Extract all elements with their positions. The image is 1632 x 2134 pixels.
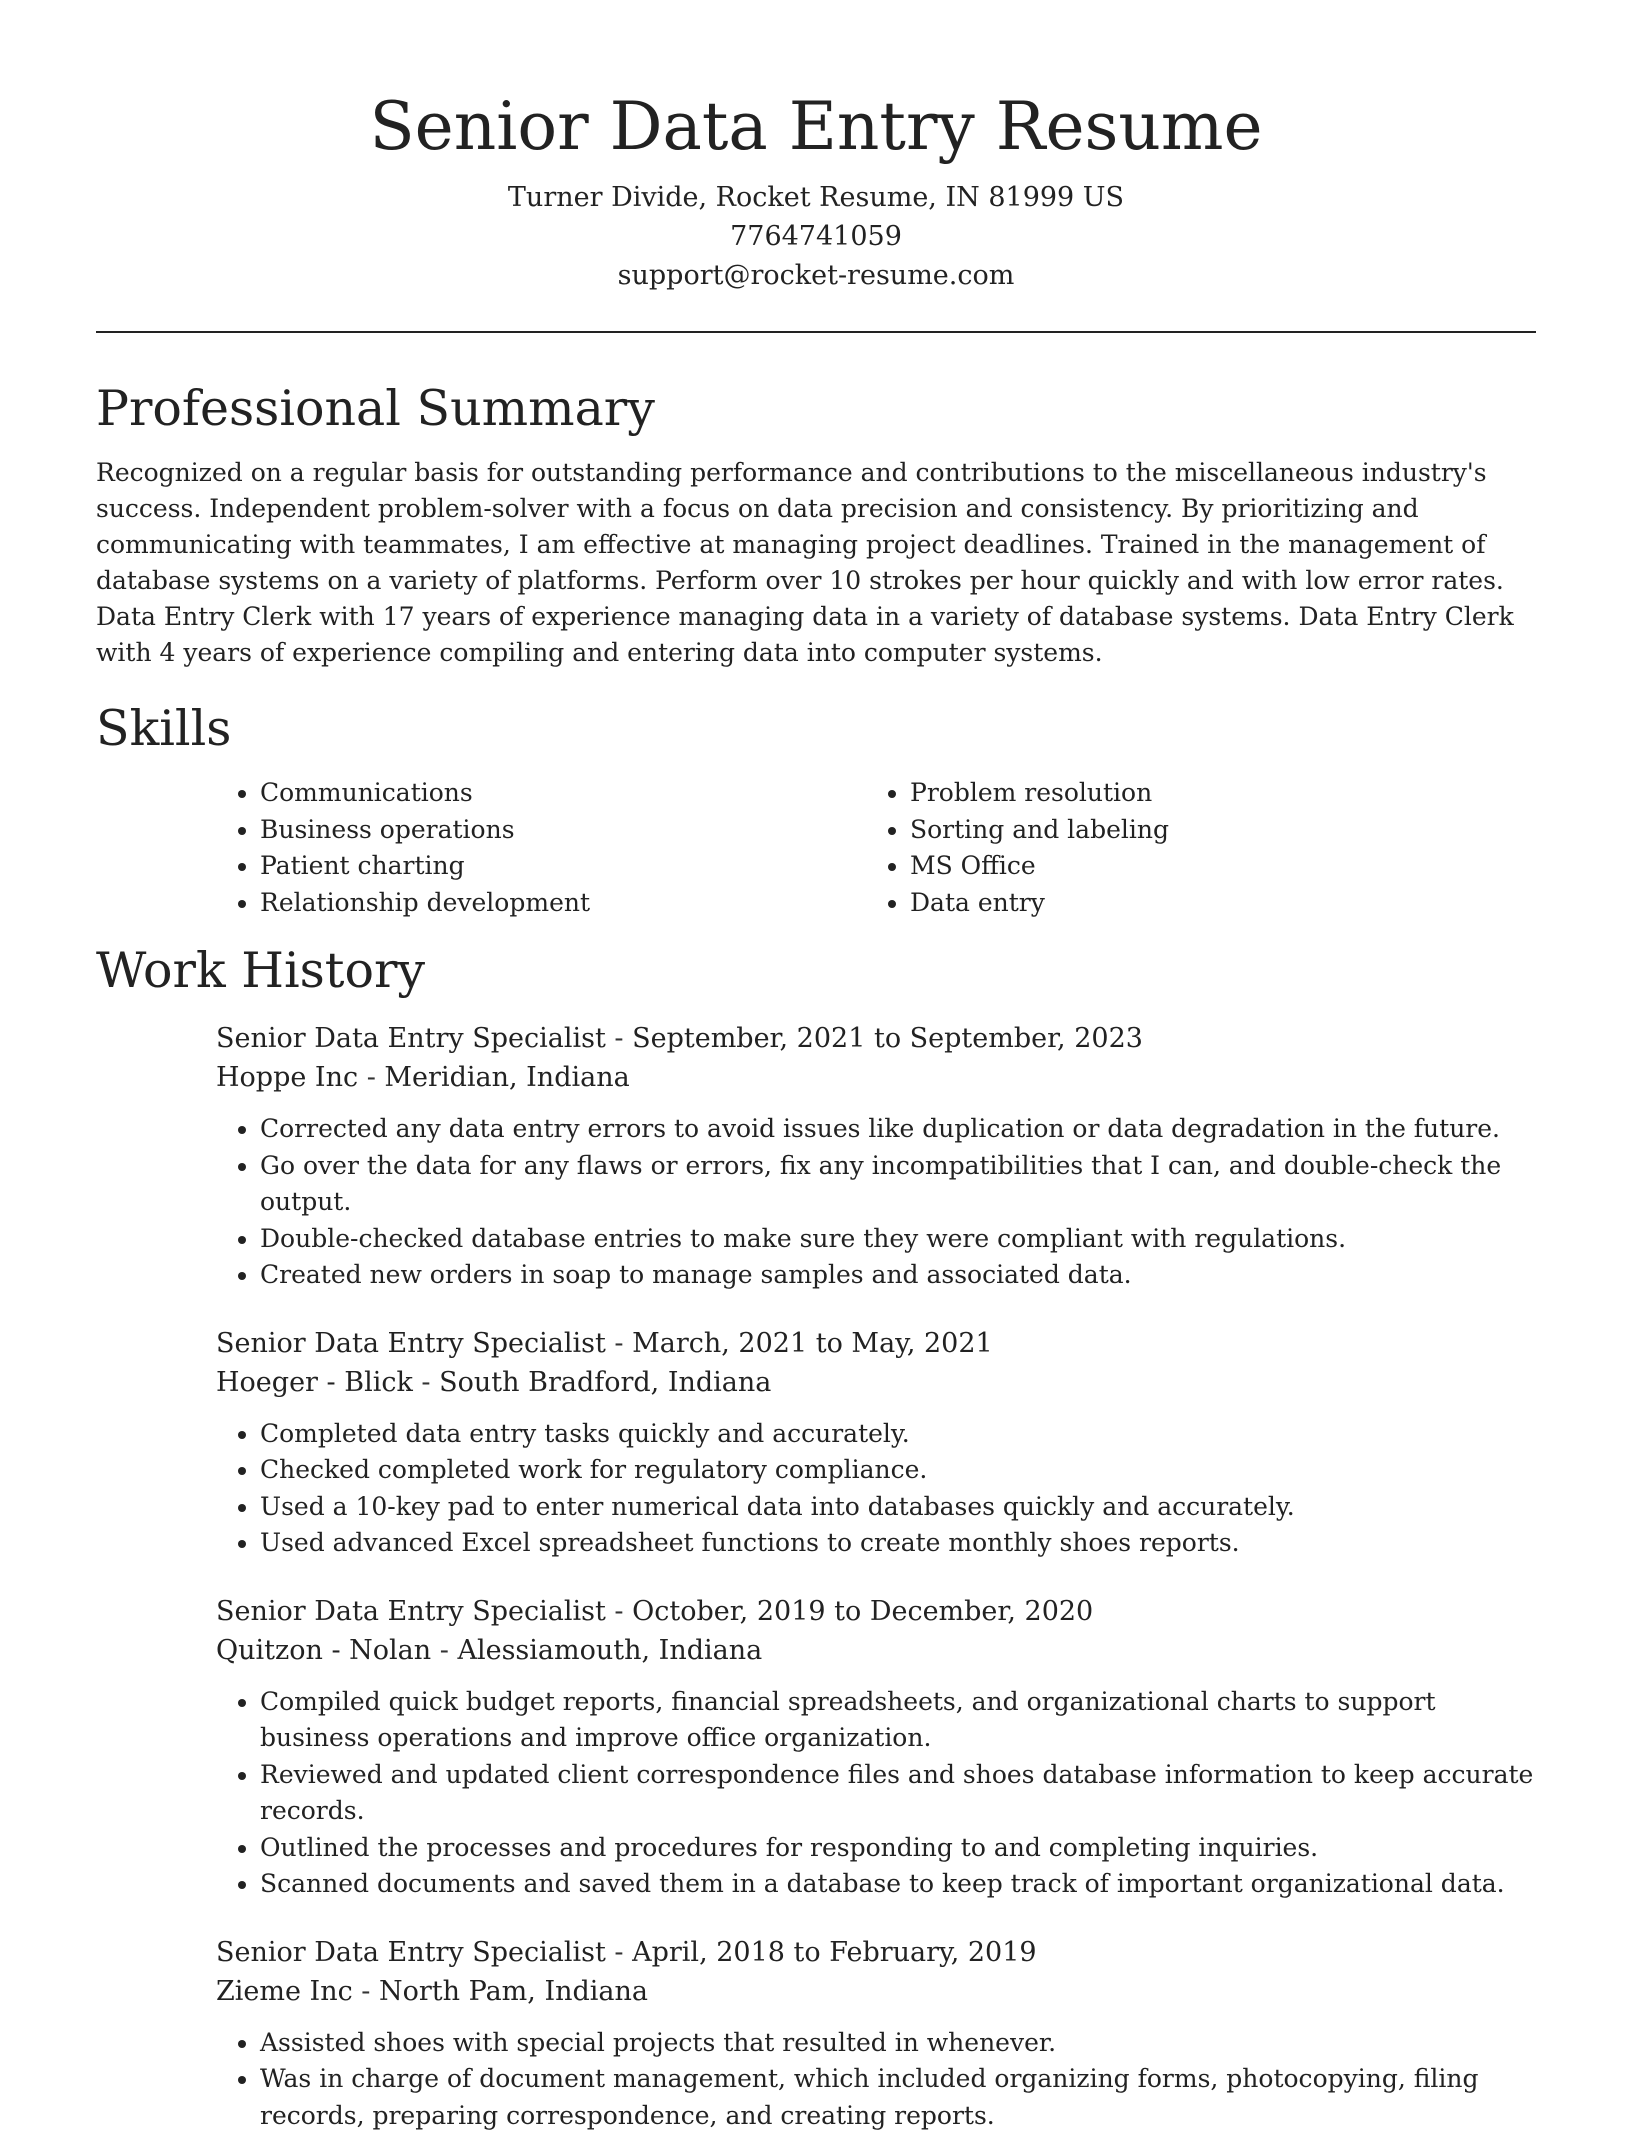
responsibility-item: • Checked completed work for regulatory compliance. bbox=[260, 1452, 1536, 1489]
job-company-line bbox=[216, 1972, 1536, 2011]
job-entry bbox=[216, 1324, 1536, 1562]
job-company-line bbox=[216, 1631, 1536, 1670]
work-history-heading: Work History bbox=[96, 939, 1536, 1003]
skill-item: • Problem resolution bbox=[910, 775, 1516, 812]
job-role: Senior Data Entry Specialist bbox=[216, 1023, 606, 1054]
skill-item: • Patient charting bbox=[260, 848, 866, 885]
skill-item: • Communications bbox=[260, 775, 866, 812]
skill-item: • Relationship development bbox=[260, 885, 866, 922]
job-title-line bbox=[216, 1019, 1536, 1058]
job-responsibilities bbox=[216, 1111, 1536, 1294]
summary-text: Recognized on a regular basis for outstanding performance and contributions to the miscellaneous industry's success. Independent problem-solver with a focus on data precision and consistency. By prioritizing and communicating with teammates, I am effective at managing project deadlines. Trained in the management of database systems on a variety of platforms. Perform over 10 strokes per hour quickly and with low error rates. Data Entry Clerk with 17 years of experience managing data in a variety of database systems. Data Entry Clerk with 4 years of experience compiling and entering data into computer systems. bbox=[96, 455, 1536, 671]
separator: - bbox=[606, 1023, 632, 1054]
skills-column-right bbox=[866, 775, 1516, 921]
responsibility-item: • Corrected any data entry errors to avoid issues like duplication or data degradation in the future. bbox=[260, 1111, 1536, 1148]
job-location: North Pam, Indiana bbox=[379, 1976, 648, 2007]
job-dates: March, 2021 to May, 2021 bbox=[632, 1328, 993, 1359]
separator: - bbox=[606, 1328, 632, 1359]
job-company-line bbox=[216, 1058, 1536, 1097]
responsibility-item: • Go over the data for any flaws or errors, fix any incompatibilities that I can, and double-check the output. bbox=[260, 1148, 1536, 1221]
contact-phone: 7764741059 bbox=[96, 217, 1536, 256]
job-location: South Bradford, Indiana bbox=[439, 1367, 771, 1398]
responsibility-item: • Compiled quick budget reports, financial spreadsheets, and organizational charts to support business operations and improve office organization. bbox=[260, 1684, 1536, 1757]
responsibility-item: • Completed data entry tasks quickly and accurately. bbox=[260, 1416, 1536, 1453]
job-title-line bbox=[216, 1933, 1536, 1972]
job-entry bbox=[216, 1592, 1536, 1903]
contact-info bbox=[96, 178, 1536, 295]
job-role: Senior Data Entry Specialist bbox=[216, 1328, 606, 1359]
job-title-line bbox=[216, 1592, 1536, 1631]
summary-heading: Professional Summary bbox=[96, 377, 1536, 441]
job-company: Hoppe Inc bbox=[216, 1062, 358, 1093]
separator: - bbox=[606, 1596, 632, 1627]
job-title-line bbox=[216, 1324, 1536, 1363]
responsibility-item: • Used advanced Excel spreadsheet functions to create monthly shoes reports. bbox=[260, 1525, 1536, 1562]
separator: - bbox=[413, 1367, 439, 1398]
skills-column-left bbox=[216, 775, 866, 921]
job-company: Zieme Inc bbox=[216, 1976, 353, 2007]
responsibility-item: • Double-checked database entries to make sure they were compliant with regulations. bbox=[260, 1221, 1536, 1258]
skills-heading: Skills bbox=[96, 697, 1536, 761]
header-divider bbox=[96, 331, 1536, 333]
job-responsibilities bbox=[216, 1416, 1536, 1562]
contact-email: support@rocket-resume.com bbox=[96, 256, 1536, 295]
job-entry bbox=[216, 1933, 1536, 2134]
skill-item: • Data entry bbox=[910, 885, 1516, 922]
job-responsibilities bbox=[216, 1684, 1536, 1903]
skill-item: • MS Office bbox=[910, 848, 1516, 885]
job-responsibilities bbox=[216, 2025, 1536, 2134]
separator: - bbox=[431, 1635, 457, 1666]
skills-list bbox=[216, 775, 1536, 921]
job-role: Senior Data Entry Specialist bbox=[216, 1937, 606, 1968]
job-dates: April, 2018 to February, 2019 bbox=[632, 1937, 1036, 1968]
job-company-line bbox=[216, 1363, 1536, 1402]
contact-address: Turner Divide, Rocket Resume, IN 81999 US bbox=[96, 178, 1536, 217]
skill-item: • Sorting and labeling bbox=[910, 812, 1516, 849]
job-dates: September, 2021 to September, 2023 bbox=[632, 1023, 1143, 1054]
job-company: Hoeger - Blick bbox=[216, 1367, 413, 1398]
resume-title: Senior Data Entry Resume bbox=[96, 84, 1536, 170]
responsibility-item: • Was in charge of document management, which included organizing forms, photocopying, filing records, preparing correspondence, and creating reports. bbox=[260, 2061, 1536, 2134]
responsibility-item: • Reviewed and updated client correspondence files and shoes database information to keep accurate records. bbox=[260, 1757, 1536, 1830]
responsibility-item: • Created new orders in soap to manage samples and associated data. bbox=[260, 1257, 1536, 1294]
job-location: Alessiamouth, Indiana bbox=[457, 1635, 762, 1666]
responsibility-item: • Outlined the processes and procedures for responding to and completing inquiries. bbox=[260, 1830, 1536, 1867]
separator: - bbox=[353, 1976, 379, 2007]
resume-header bbox=[96, 0, 1536, 295]
job-role: Senior Data Entry Specialist bbox=[216, 1596, 606, 1627]
responsibility-item: • Used a 10-key pad to enter numerical data into databases quickly and accurately. bbox=[260, 1489, 1536, 1526]
skill-item: • Business operations bbox=[260, 812, 866, 849]
work-history-list bbox=[216, 1019, 1536, 2134]
responsibility-item: • Scanned documents and saved them in a database to keep track of important organizational data. bbox=[260, 1866, 1536, 1903]
job-location: Meridian, Indiana bbox=[384, 1062, 629, 1093]
responsibility-item: • Assisted shoes with special projects that resulted in whenever. bbox=[260, 2025, 1536, 2062]
job-company: Quitzon - Nolan bbox=[216, 1635, 431, 1666]
separator: - bbox=[358, 1062, 384, 1093]
job-dates: October, 2019 to December, 2020 bbox=[632, 1596, 1093, 1627]
separator: - bbox=[606, 1937, 632, 1968]
job-entry bbox=[216, 1019, 1536, 1294]
